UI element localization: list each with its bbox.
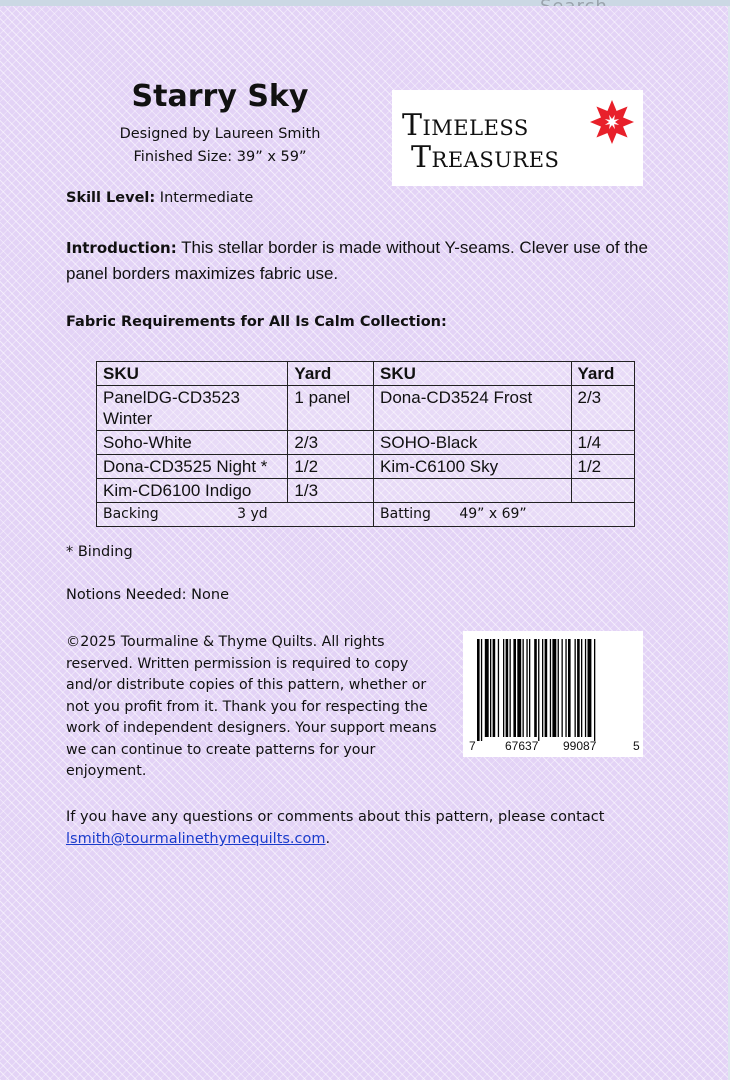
table-cell: 1/2 <box>571 455 635 479</box>
table-cell <box>374 479 571 503</box>
logo-line-1: Timeless <box>402 108 529 143</box>
table-cell: SOHO-Black <box>374 431 571 455</box>
barcode-bar <box>581 639 582 737</box>
header-sku-2: SKU <box>374 362 571 386</box>
header-sku-1: SKU <box>97 362 288 386</box>
binding-note: * Binding <box>66 544 133 560</box>
table-cell: 1/2 <box>288 455 374 479</box>
table-cell: 2/3 <box>571 386 635 431</box>
barcode-bar <box>517 639 521 737</box>
fabric-table <box>96 361 635 527</box>
barcode-digits-2: 67637 <box>505 739 539 753</box>
pattern-title: Starry Sky <box>131 79 309 114</box>
barcode-bars <box>463 631 643 741</box>
barcode-bar <box>503 639 504 737</box>
barcode-bar <box>506 639 509 737</box>
table-header-row <box>97 362 635 386</box>
barcode-bar <box>550 639 551 737</box>
logo-line-2: Treasures <box>411 140 560 175</box>
barcode-bar <box>562 639 563 737</box>
finished-size: Finished Size: 39” x 59” <box>133 149 307 165</box>
barcode-bar <box>526 639 527 737</box>
barcode-bar <box>568 639 571 737</box>
barcode-bar <box>498 639 499 737</box>
notions-needed: Notions Needed: None <box>66 587 229 603</box>
intro-text: This stellar border is made without Y-seams. Clever use of the panel borders maximizes fabric use. <box>66 238 648 283</box>
barcode-bar <box>542 639 543 737</box>
skill-level <box>66 190 253 206</box>
skill-value: Intermediate <box>159 190 254 206</box>
table-cell: 1 panel <box>288 386 374 431</box>
barcode-digits-3: 99087 <box>563 739 597 753</box>
batting-label: Batting <box>380 506 431 522</box>
contact-info <box>66 806 686 850</box>
batting-cell <box>374 503 635 527</box>
table-cell <box>571 479 635 503</box>
barcode-bar <box>577 639 580 737</box>
table-row <box>97 386 635 431</box>
table-cell: Kim-CD6100 Indigo <box>97 479 288 503</box>
barcode-bar <box>529 639 530 737</box>
barcode-bar <box>534 639 537 737</box>
backing-label: Backing <box>103 506 159 522</box>
table-cell: PanelDG-CD3523 Winter <box>97 386 288 431</box>
table-cell: 2/3 <box>288 431 374 455</box>
copyright-notice: ©2025 Tourmaline & Thyme Quilts. All rights reserved. Written permission is required to copy and/or distribute copies of this pattern, whether or not you profit from it. Thank you for respecting the work of independent designers. Your support means we can continue to create patterns for your enjoyment. <box>66 634 437 779</box>
contact-text: If you have any questions or comments about this pattern, please contact <box>66 809 605 825</box>
barcode-bar <box>481 639 482 741</box>
barcode-bar <box>477 639 480 741</box>
barcode-bar <box>575 639 576 737</box>
header-yard-2: Yard <box>571 362 635 386</box>
barcode <box>463 631 643 757</box>
table-row <box>97 479 635 503</box>
barcode-bar <box>552 639 556 737</box>
introduction <box>66 235 666 287</box>
table-row <box>97 455 635 479</box>
barcode-bar <box>493 639 496 737</box>
table-cell: 1/3 <box>288 479 374 503</box>
barcode-bar <box>558 639 559 737</box>
barcode-bar <box>510 639 511 737</box>
header-yard-1: Yard <box>288 362 374 386</box>
barcode-digit-4: 5 <box>633 739 640 753</box>
table-cell: Dona-CD3524 Frost <box>374 386 571 431</box>
designer-credit: Designed by Laureen Smith <box>119 126 321 142</box>
barcode-bar <box>588 639 592 737</box>
contact-period: . <box>325 831 331 847</box>
table-cell: 1/4 <box>571 431 635 455</box>
contact-email-link[interactable]: lsmith@tourmalinethymequilts.com <box>66 831 326 847</box>
barcode-bar <box>490 639 491 737</box>
barcode-bar <box>585 639 586 737</box>
skill-label: Skill Level: <box>66 190 156 206</box>
barcode-bar <box>594 639 595 741</box>
barcode-bar <box>523 639 524 737</box>
backing-value: 3 yd <box>237 506 268 522</box>
table-row-backing <box>97 503 635 527</box>
brand-logo <box>392 90 643 186</box>
pattern-page <box>0 6 728 1080</box>
barcode-digit-1: 7 <box>469 739 476 753</box>
barcode-bar <box>485 639 489 737</box>
backing-cell <box>97 503 374 527</box>
batting-value: 49” x 69” <box>459 506 527 522</box>
fabric-heading: Fabric Requirements for All Is Calm Collection: <box>66 314 447 330</box>
barcode-bar <box>538 639 539 741</box>
table-cell: Soho-White <box>97 431 288 455</box>
table-cell: Kim-C6100 Sky <box>374 455 571 479</box>
intro-label: Introduction: <box>66 239 177 257</box>
barcode-bar <box>565 639 566 737</box>
barcode-bar <box>545 639 548 737</box>
barcode-bar <box>513 639 516 737</box>
table-row <box>97 431 635 455</box>
table-cell: Dona-CD3525 Night * <box>97 455 288 479</box>
star-icon <box>588 98 636 146</box>
